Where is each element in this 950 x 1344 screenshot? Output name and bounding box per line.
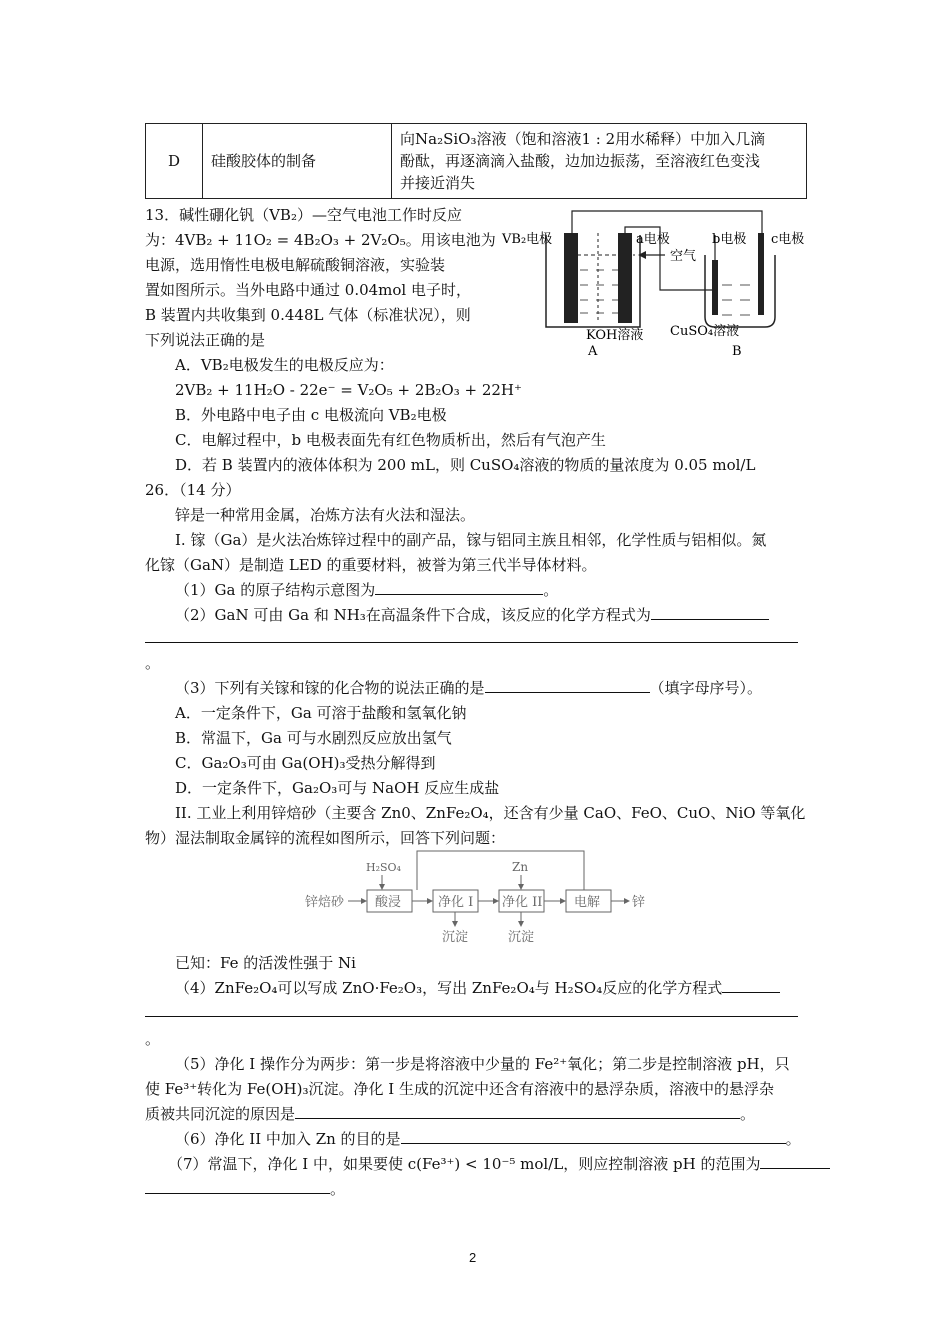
q26-sub4 bbox=[175, 977, 780, 999]
h2so4-label: H₂SO₄ bbox=[366, 861, 401, 874]
cell-a-label: A bbox=[588, 344, 598, 359]
q13-line: 电源，选用惰性电极电解硫酸铜溶液，实验装 bbox=[145, 256, 446, 274]
flow-box-electrolysis: 电解 bbox=[574, 895, 601, 910]
flow-box-acid-leach: 酸浸 bbox=[375, 895, 402, 910]
known-fact: 已知：Fe 的活泼性强于 Ni bbox=[175, 954, 356, 972]
sub3-tail: （填字母序号）。 bbox=[649, 679, 763, 697]
q13-option-c: C．电解过程中，b 电极表面先有红色物质析出，然后有气泡产生 bbox=[175, 431, 606, 449]
answer-blank[interactable] bbox=[485, 678, 650, 693]
q26-part1-line: I. 镓（Ga）是火法冶炼锌过程中的副产品，镓与铝同主族且相邻，化学性质与铝相似。氮 bbox=[175, 531, 767, 549]
q13-option-d: D．若 B 装置内的液体体积为 200 mL，则 CuSO₄溶液的物质的量浓度为 0.05 mol/L bbox=[175, 456, 756, 474]
answer-blank[interactable] bbox=[760, 1154, 830, 1169]
koh-label: KOH溶液 bbox=[586, 328, 644, 343]
q13-line: 下列说法正确的是 bbox=[145, 331, 266, 349]
sub5-text: 质被共同沉淀的原因是 bbox=[145, 1105, 296, 1123]
sub7-text: （7）常温下，净化 I 中，如果要使 c(Fe³⁺) < 10⁻⁵ mol/L，则应控制溶液 pH 的范围为 bbox=[168, 1155, 761, 1173]
answer-blank[interactable] bbox=[651, 605, 769, 620]
air-label: 空气 bbox=[670, 249, 697, 264]
q26-sub3-option-a: A．一定条件下，Ga 可溶于盐酸和氢氧化钠 bbox=[175, 704, 467, 722]
period: 。 bbox=[330, 1180, 346, 1198]
q26-sub2 bbox=[175, 604, 769, 626]
q26-part1-line: 化镓（GaN）是制造 LED 的重要材料，被誉为第三代半导体材料。 bbox=[145, 556, 597, 574]
cuso4-label: CuSO₄溶液 bbox=[670, 324, 740, 339]
q26-sub7 bbox=[168, 1153, 830, 1175]
answer-blank[interactable] bbox=[722, 978, 780, 993]
q13-line: B 装置内共收集到 0.448L 气体（标准状况），则 bbox=[145, 306, 471, 324]
process-flowchart bbox=[300, 847, 650, 945]
q13-option-a: A．VB₂电极发生的电极反应为： bbox=[175, 356, 394, 374]
q13-line: 置如图所示。当外电路中通过 0.04mol 电子时， bbox=[145, 281, 471, 299]
period: 。 bbox=[740, 1105, 756, 1123]
period: 。 bbox=[145, 1030, 161, 1048]
flow-box-purify-2: 净化 II bbox=[502, 895, 543, 910]
q26-intro: 锌是一种常用金属，冶炼方法有火法和湿法。 bbox=[175, 506, 476, 524]
q13-option-a-equation: 2VB₂ + 11H₂O - 22e⁻ = V₂O₅ + 2B₂O₃ + 22H⁺ bbox=[175, 381, 522, 399]
cell-b-label: B bbox=[732, 344, 742, 359]
q26-heading: 26．（14 分） bbox=[145, 481, 241, 499]
procedure-line: 酚酞，再逐滴滴入盐酸，边加边振荡，至溶液红色变浅 bbox=[400, 152, 761, 170]
page-number: 2 bbox=[469, 1250, 477, 1265]
vb2-electrode-label: VB₂电极 bbox=[502, 232, 553, 247]
sub2-text: （2）GaN 可由 Ga 和 NH₃在高温条件下合成，该反应的化学方程式为 bbox=[175, 606, 651, 624]
period: 。 bbox=[145, 654, 161, 672]
table-row bbox=[146, 124, 807, 199]
sub4-text: （4）ZnFe₂O₄可以写成 ZnO·Fe₂O₃，写出 ZnFe₂O₄与 H₂SO₄反应的化学方程式 bbox=[175, 979, 723, 997]
q13-option-b: B．外电路中电子由 c 电极流向 VB₂电极 bbox=[175, 406, 447, 424]
q26-sub5-line bbox=[145, 1103, 755, 1125]
a-electrode-label: a电极 bbox=[636, 232, 670, 247]
q26-sub3-option-c: C．Ga₂O₃可由 Ga(OH)₃受热分解得到 bbox=[175, 754, 436, 772]
q26-sub5-line: 使 Fe³⁺转化为 Fe(OH)₃沉淀。净化 I 生成的沉淀中还含有溶液中的悬浮杂质，溶液中的悬浮杂 bbox=[145, 1080, 774, 1098]
answer-blank[interactable] bbox=[401, 1129, 786, 1144]
experiment-table bbox=[145, 123, 807, 199]
answer-blank[interactable] bbox=[145, 1179, 330, 1194]
q13-line: 为：4VB₂ + 11O₂ = 4B₂O₃ + 2V₂O₅。用该电池为 bbox=[145, 231, 496, 249]
sub6-text: （6）净化 II 中加入 Zn 的目的是 bbox=[175, 1130, 401, 1148]
answer-blank[interactable] bbox=[295, 1104, 740, 1119]
b-electrode-label: b电极 bbox=[712, 232, 747, 247]
row-procedure bbox=[392, 124, 807, 199]
period: 。 bbox=[543, 581, 559, 599]
precipitate-label: 沉淀 bbox=[508, 930, 535, 945]
row-letter: D bbox=[146, 124, 203, 199]
q26-sub3-option-b: B．常温下，Ga 可与水剧烈反应放出氢气 bbox=[175, 729, 452, 747]
flow-box-purify-1: 净化 I bbox=[438, 895, 474, 910]
q13-line: 13．碱性硼化钒（VB₂）—空气电池工作时反应 bbox=[145, 206, 462, 224]
q26-sub3 bbox=[175, 677, 762, 699]
procedure-line: 并接近消失 bbox=[400, 174, 476, 192]
period: 。 bbox=[785, 1130, 801, 1148]
q26-sub6 bbox=[175, 1128, 801, 1150]
sub1-text: （1）Ga 的原子结构示意图为 bbox=[175, 581, 376, 599]
flow-end-label: 锌 bbox=[632, 895, 646, 910]
precipitate-label: 沉淀 bbox=[442, 930, 469, 945]
q26-sub3-option-d: D．一定条件下，Ga₂O₃可与 NaOH 反应生成盐 bbox=[175, 779, 500, 797]
q26-sub1 bbox=[175, 579, 558, 601]
q26-sub7-cont bbox=[145, 1178, 345, 1200]
zn-input-label: Zn bbox=[512, 860, 529, 874]
row-name: 硅酸胶体的制备 bbox=[203, 124, 392, 199]
answer-line[interactable] bbox=[145, 642, 798, 643]
sub3-text: （3）下列有关镓和镓的化合物的说法正确的是 bbox=[175, 679, 485, 697]
c-electrode-label: c电极 bbox=[771, 232, 805, 247]
q26-part2-line: 物）湿法制取金属锌的流程如图所示，回答下列问题： bbox=[145, 829, 506, 847]
q26-sub5-line: （5）净化 I 操作分为两步：第一步是将溶液中少量的 Fe²⁺氧化；第二步是控制溶液 pH，只 bbox=[175, 1055, 790, 1073]
answer-blank[interactable] bbox=[375, 580, 543, 595]
procedure-line: 向Na₂SiO₃溶液（饱和溶液1 : 2用水稀释）中加入几滴 bbox=[400, 130, 766, 148]
q26-part2-line: II. 工业上利用锌焙砂（主要含 Zn0、ZnFe₂O₄，还含有少量 CaO、FeO、CuO、NiO 等氧化 bbox=[175, 804, 806, 822]
flow-start-label: 锌焙砂 bbox=[305, 895, 345, 910]
answer-line[interactable] bbox=[145, 1016, 798, 1017]
electrolysis-diagram bbox=[500, 205, 815, 360]
